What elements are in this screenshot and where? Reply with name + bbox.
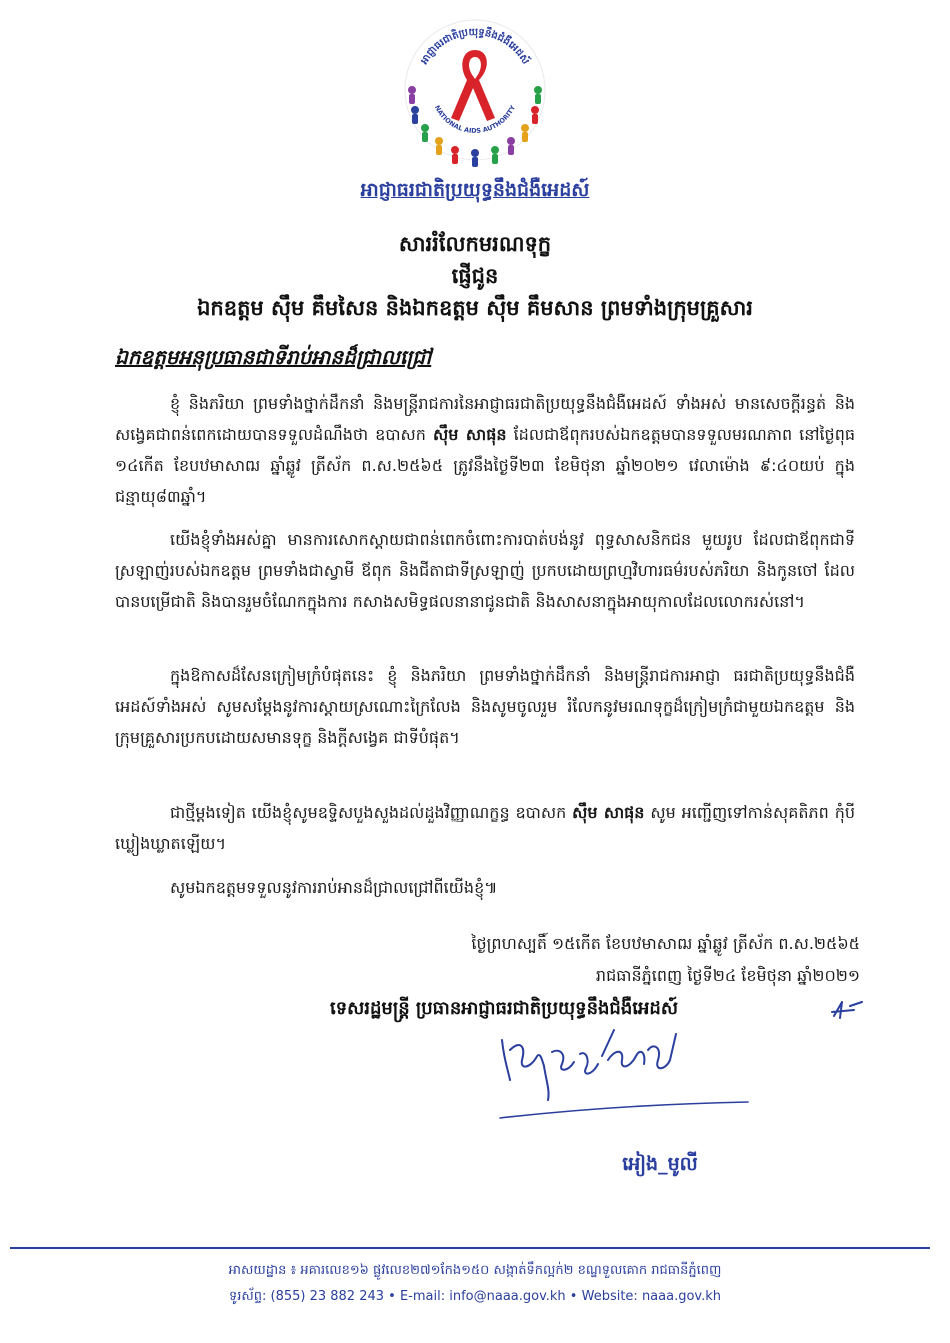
paragraph-5-text: សូមឯកឧត្តមទទួលនូវការរាប់អានដ៏ជ្រាលជ្រៅពីយើងខ្ញុំ៕: [170, 878, 498, 897]
letter-subtitle: ផ្ញើជូន: [451, 264, 499, 288]
footer-divider: [10, 1247, 930, 1249]
letter-title: សាររំលែកមរណទុក្ខ: [398, 232, 552, 256]
paragraph-2: [115, 524, 855, 617]
paragraph-2-text: យើងខ្ញុំទាំងអស់គ្នា មានការសោកស្តាយជាពន់ពេកចំពោះការបាត់បង់នូវ ពុទ្ធសាសនិកជន មួយរូប ដែលជាឪពុកជាទីស្រឡាញ់របស់ឯកឧត្តម ព្រមទាំងជាស្វាមី ឪពុក និងជីតាជាទីស្រឡាញ់ ប្រកបដោយព្រហ្មវិហារធម៌របស់ភរិយា និងកូនចៅ ដែលបានបម្រើជាតិ និងបានរួមចំណែកក្នុងការ កសាងសមិទ្ធផលនានាជូនជាតិ និងសាសនាក្នុងអាយុកាលដែលលោករស់នៅ។: [115, 530, 855, 611]
signer-name: អៀង_មូលី: [622, 1153, 698, 1175]
organization-name: អាជ្ញាធរជាតិប្រយុទ្ធនឹងជំងឺអេដស៍: [360, 179, 590, 201]
footer-address: អាសយដ្ឋាន ៖ អគារលេខ១៦ ផ្លូវលេខ២៧១កែង១៥០ សង្កាត់ទឹកល្អក់២ ខណ្ឌទួលគោក រាជធានីភ្នំពេញ: [228, 1263, 722, 1278]
paragraph-1-part-a: ខ្ញុំ និងភរិយា ព្រមទាំងថ្នាក់ដឹកនាំ និងមន្ត្រីរាជការនៃអាជ្ញាធរជាតិប្រយុទ្ធនឹងជំងឺអេដស៍ ទាំងអស់ មានសេចក្តីរន្ធត់ និងសង្វេគជាពន់ពេកដោយបានទទួលដំណឹងថា ឧបាសក: [115, 394, 855, 444]
figures-ring: [405, 20, 545, 167]
logo-english-arc-text: NATIONAL AIDS AUTHORITY: [432, 104, 518, 135]
paragraph-4-part-b: សូម អញ្ជើញទៅកាន់សុគតិភព កុំបីឃ្លៀងឃ្លាតឡើយ។: [115, 803, 856, 853]
deceased-name: ស៊ឹម សាផុន: [433, 425, 507, 444]
national-aids-authority-logo: [395, 10, 555, 170]
paragraph-1: [115, 388, 855, 512]
paragraph-5: [115, 872, 855, 903]
signer-title: ទេសរដ្ឋមន្ត្រី ប្រធានអាជ្ញាធរជាតិប្រយុទ្ធនឹងជំងឺអេដស៍: [330, 998, 678, 1019]
deceased-name-2: ស៊ឹម សាផុន: [572, 803, 645, 822]
salutation: ឯកឧត្តមអនុប្រធានជាទីរាប់អានដ៏ជ្រាលជ្រៅ: [115, 345, 432, 369]
lunar-date-line: ថ្ងៃព្រហស្បតិ៍ ១៥កើត ខែបឋមាសាឍ ឆ្នាំឆ្លូវ ត្រីស័ក ព.ស.២៥៦៥: [471, 934, 860, 953]
letter-recipients: ឯកឧត្តម ស៊ឹម គឹមសៃន និងឯកឧត្តម ស៊ឹម គឹមសាន ព្រមទាំងក្រុមគ្រួសារ: [197, 296, 753, 320]
paragraph-3: [115, 660, 855, 753]
paragraph-1-part-b: ដែលជាឪពុករបស់ឯកឧត្តមបានទទួលមរណភាព នៅថ្ងៃពុធ ១៤កើត ខែបឋមាសាឍ ឆ្នាំឆ្លូវ ត្រីស័ក ព.ស.២៥៦៥ ត្រូវនឹងថ្ងៃទី២៣ ខែមិថុនា ឆ្នាំ២០២១ វេលាម៉ោង ៩:៤០យប់ ក្នុងជន្មាយុ៨៣ឆ្នាំ។: [115, 425, 856, 506]
paragraph-3-text: ក្នុងឱកាសដ៏សែនក្រៀមក្រំបំផុតនេះ ខ្ញុំ និងភរិយា ព្រមទាំងថ្នាក់ដឹកនាំ និងមន្ត្រីរាជការអាជ្ញា ធរជាតិប្រយុទ្ធនឹងជំងឺអេដស៍ទាំងអស់ សូមសម្តែងនូវការស្តាយស្រណោះក្រៃលែង និងសូមចូលរួម រំលែកនូវមរណទុក្ខដ៏ក្រៀមក្រំជាមួយឯកឧត្តម និងក្រុមគ្រួសារប្រកបដោយសមានទុក្ខ និងក្តីសង្វេគ ជាទីបំផុត។: [115, 666, 855, 747]
footer-contact: ទូរស័ព្ទ: (855) 23 882 243 • E-mail: info@naaa.gov.kh • Website: naaa.gov.kh: [228, 1289, 721, 1304]
letter-title-block: [60, 228, 890, 324]
paragraph-4-part-a: ជាថ្មីម្តងទៀត យើងខ្ញុំសូមឧទ្ទិសបួងសួងដល់ដួងវិញ្ញាណក្ខន្ធ ឧបាសក: [170, 803, 567, 822]
paragraph-4: [115, 797, 855, 859]
place-date-line: រាជធានីភ្នំពេញ ថ្ងៃទី២៤ ខែមិថុនា ឆ្នាំ២០២១: [595, 966, 860, 985]
handwritten-signature: [490, 1020, 750, 1140]
logo-khmer-arc-text: អាជ្ញាធរជាតិប្រយុទ្ធនឹងជំងឺអេដស៍: [419, 26, 531, 67]
red-ribbon-icon: [451, 50, 495, 121]
initial-mark: [828, 996, 868, 1024]
logo-emblem: [395, 10, 555, 170]
